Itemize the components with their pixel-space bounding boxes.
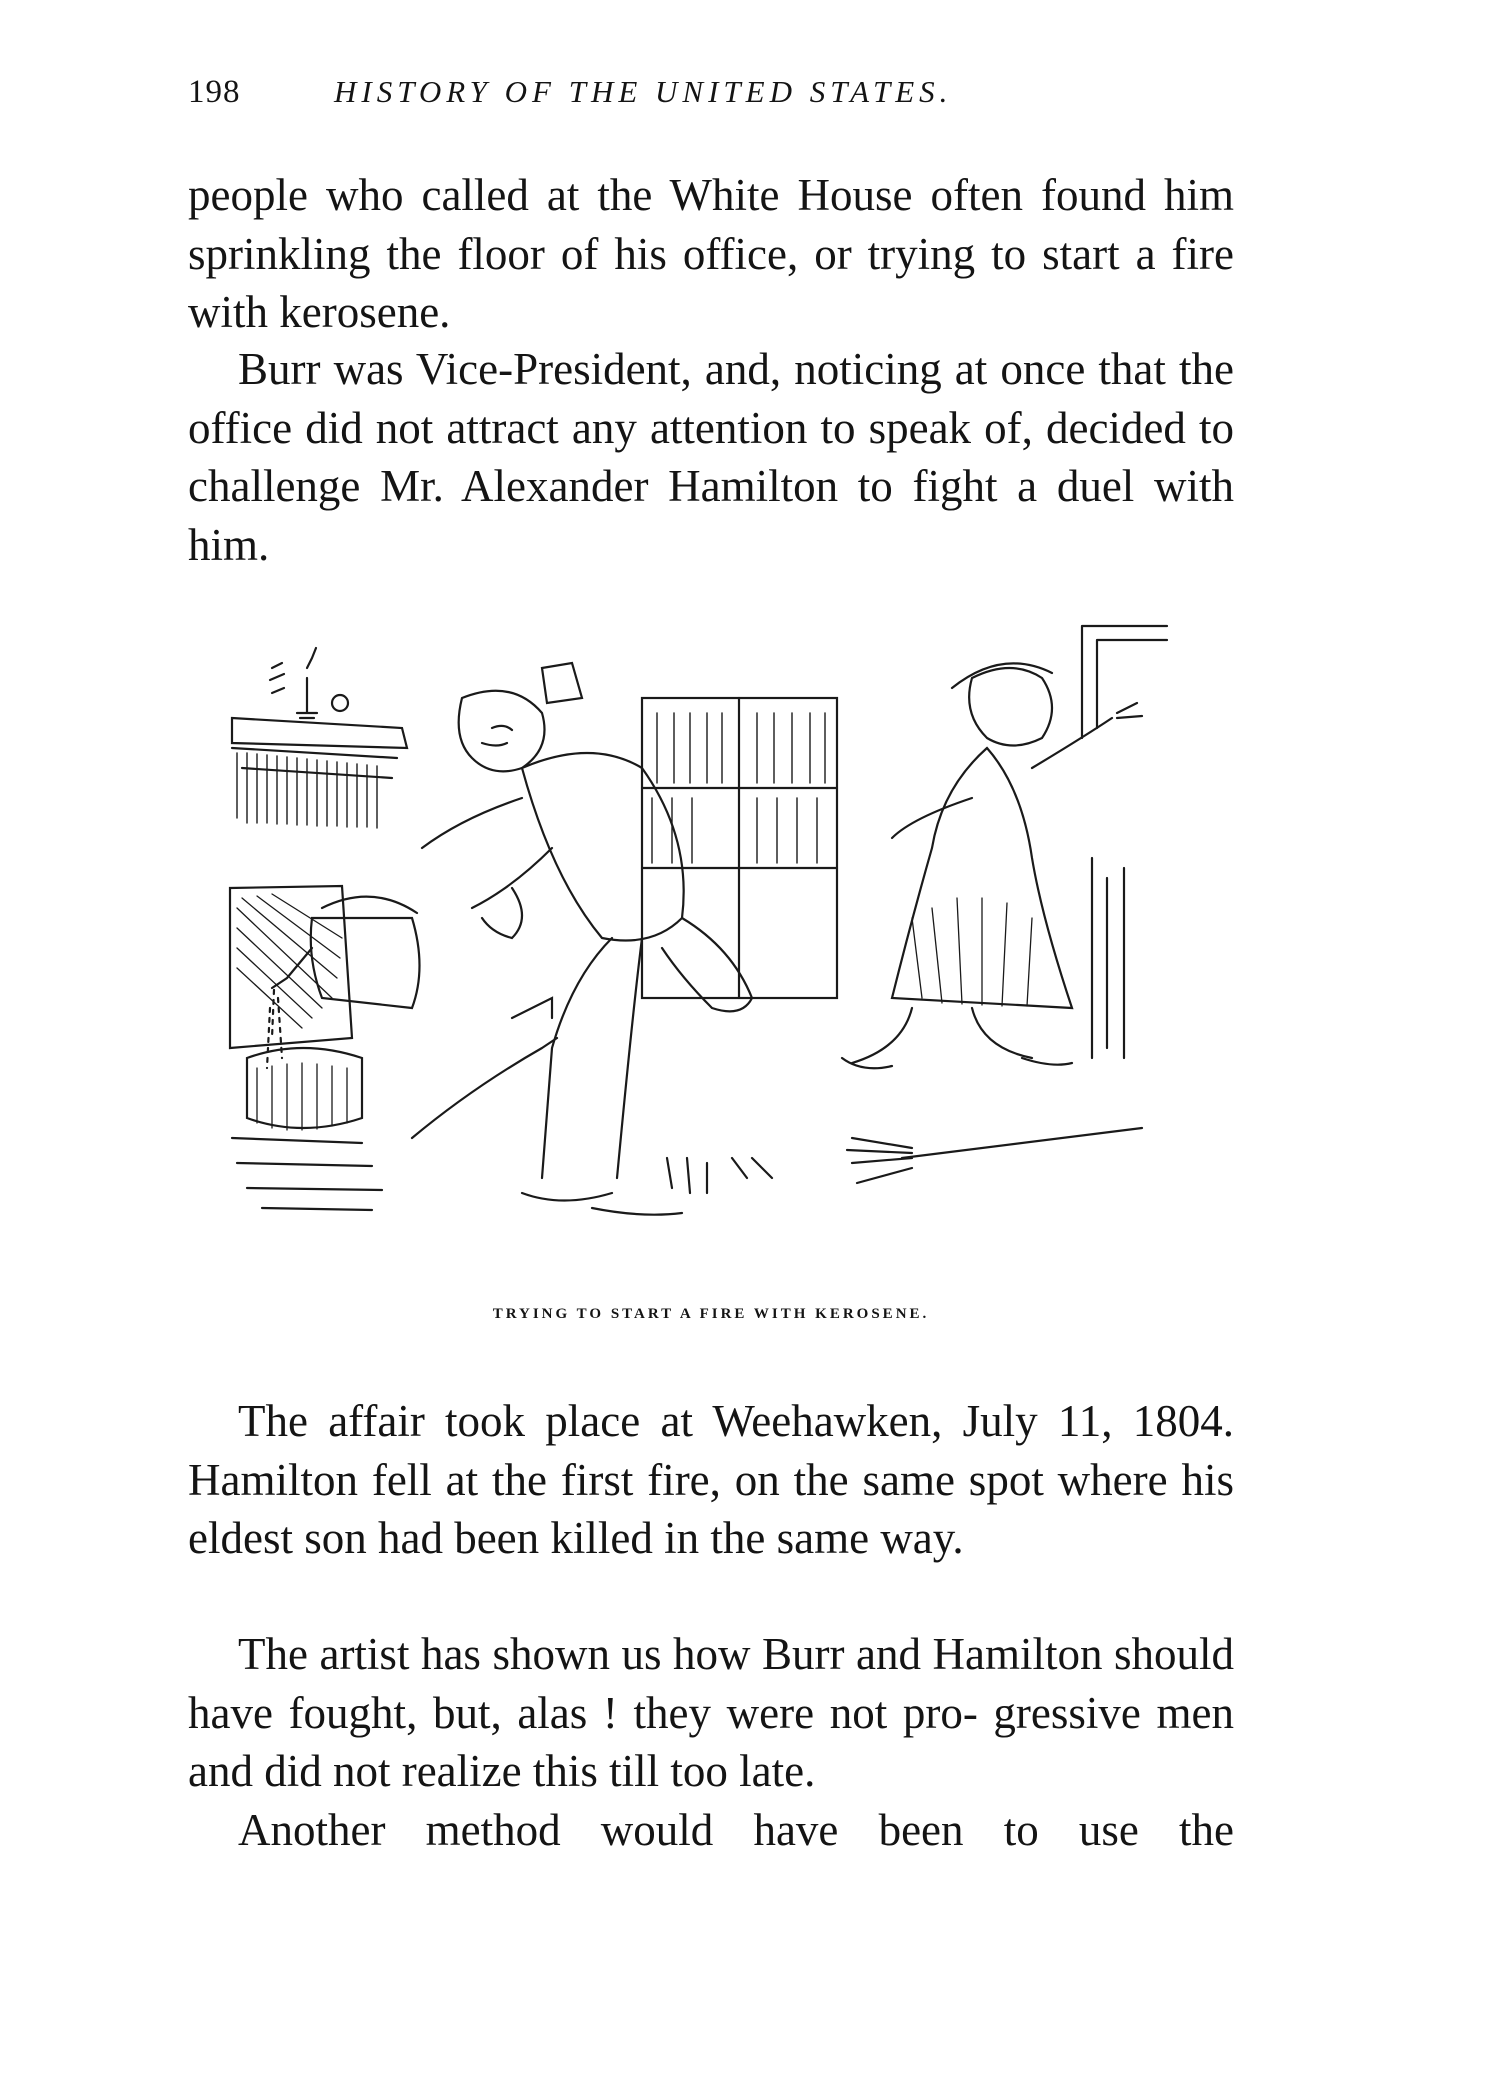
running-title: HISTORY OF THE UNITED STATES. (334, 74, 953, 109)
page-header (188, 74, 1288, 124)
paragraph-2: Burr was Vice-President, and, noticing at once that the office did not attract any attention to speak of, decided to challenge Mr. Alexander Hamilton to fight a duel with him. (188, 344, 1234, 570)
illustration-caption: TRYING TO START A FIRE WITH KEROSENE. (492, 1306, 930, 1322)
paragraph-4 (188, 1625, 1234, 1859)
illustration (212, 618, 1194, 1280)
page-number: 198 (188, 74, 241, 110)
illustration-drawing (212, 618, 1194, 1280)
paragraph-3: The affair took place at Weehawken, July 11, 1804. Hamilton fell at the first fire, on the same spot where his eldest son had been killed in the same way. (188, 1396, 1234, 1563)
paragraph-1: people who called at the White House often found him sprinkling the floor of his office, or trying to start a fire with kerosene. (188, 170, 1234, 337)
paragraph-4-body: The artist has shown us how Burr and Hamilton should have fought, but, alas ! they were not pro- gressive men and did not realize this till too late. (188, 1629, 1234, 1796)
paragraph-4-last-line: Another method would have been to use the (238, 1804, 1234, 1855)
